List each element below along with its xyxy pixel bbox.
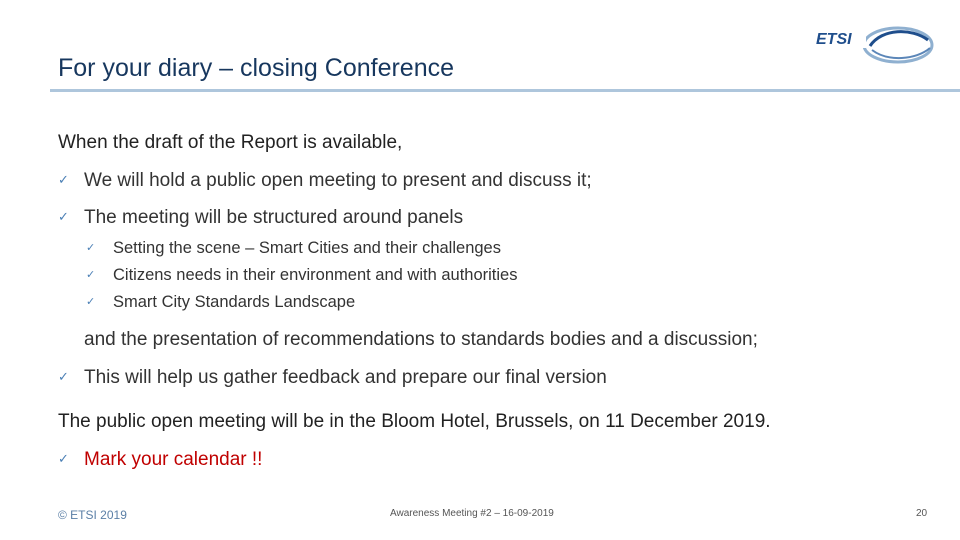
bullet-item bbox=[58, 170, 592, 192]
checkmark-bullet-icon: ✓ bbox=[58, 369, 69, 384]
checkmark-bullet-icon: ✓ bbox=[86, 242, 96, 254]
bullet-text: The meeting will be structured around panels bbox=[84, 207, 464, 228]
bullet-item-highlight bbox=[58, 449, 262, 471]
sub-bullet-text: Citizens needs in their environment and with authorities bbox=[113, 266, 518, 284]
sub-bullet-item bbox=[86, 293, 355, 312]
sub-bullet-text: Smart City Standards Landscape bbox=[113, 293, 356, 311]
page-number: 20 bbox=[916, 508, 928, 519]
checkmark-bullet-icon: ✓ bbox=[58, 451, 69, 466]
logo-text: ETSI bbox=[816, 31, 852, 48]
mark-calendar-text: Mark your calendar !! bbox=[84, 449, 263, 470]
bullet-text: This will help us gather feedback and prepare our final version bbox=[84, 367, 607, 388]
checkmark-bullet-icon: ✓ bbox=[58, 172, 69, 187]
continuation-text: and the presentation of recommendations to standards bodies and a discussion; bbox=[84, 329, 758, 350]
bullet-item bbox=[58, 367, 607, 389]
intro-text: When the draft of the Report is available, bbox=[58, 132, 403, 153]
sub-bullet-item bbox=[86, 239, 501, 258]
checkmark-bullet-icon: ✓ bbox=[58, 209, 69, 224]
sub-bullet-item bbox=[86, 266, 517, 285]
meeting-info: The public open meeting will be in the Bloom Hotel, Brussels, on 11 December 2019. bbox=[58, 411, 771, 432]
bullet-item bbox=[58, 207, 463, 229]
footer-copyright: © ETSI 2019 bbox=[58, 508, 127, 522]
checkmark-bullet-icon: ✓ bbox=[86, 269, 96, 281]
checkmark-bullet-icon: ✓ bbox=[86, 296, 96, 308]
footer-event: Awareness Meeting #2 – 16-09-2019 bbox=[390, 508, 554, 519]
etsi-logo bbox=[812, 24, 936, 66]
bullet-text: We will hold a public open meeting to present and discuss it; bbox=[84, 170, 592, 191]
sub-bullet-text: Setting the scene – Smart Cities and their challenges bbox=[113, 239, 501, 257]
slide-title: For your diary – closing Conference bbox=[58, 54, 455, 82]
title-underline bbox=[50, 89, 960, 92]
